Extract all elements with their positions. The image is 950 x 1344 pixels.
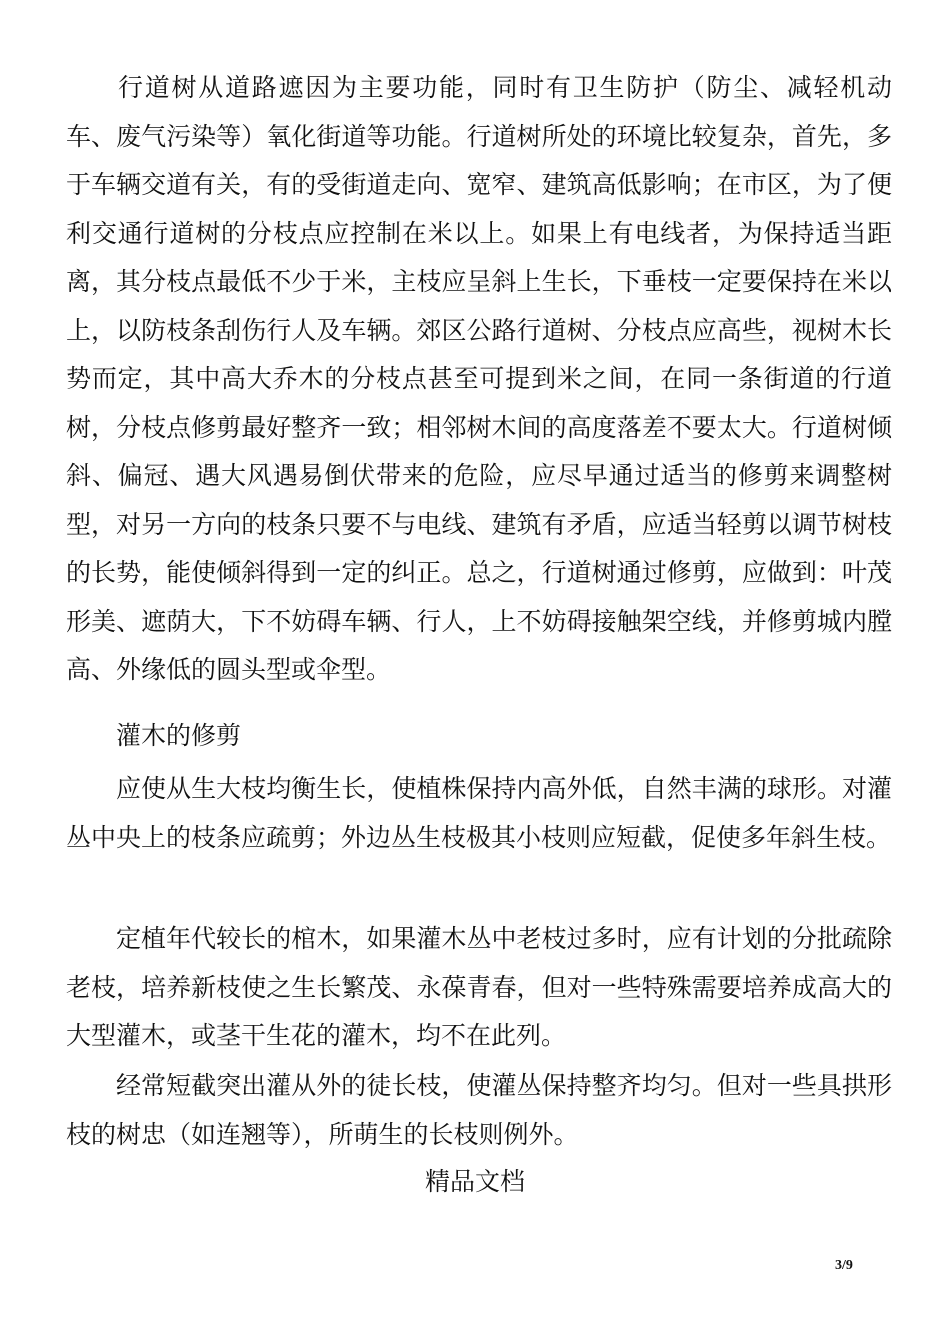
- paragraph-text: 定植年代较长的棺木，如果灌木丛中老枝过多时，应有计划的分批疏除老枝，培养新枝使之生长繁茂、永葆青春，但对一些特殊需要培养成高大的大型灌木，或茎干生花的灌木，均不在此列。: [66, 924, 892, 1050]
- page-number: 3/9: [835, 1258, 853, 1273]
- paragraph-text: 应使从生大枝均衡生长，使植株保持内高外低，自然丰满的球形。对灌丛中央上的枝条应疏剪；外边丛生枝极其小枝则应短截，促使多年斜生枝。: [66, 774, 892, 852]
- paragraph-leggy-branches: [66, 1062, 892, 1159]
- section-heading-shrub-pruning: [66, 712, 892, 761]
- paragraph-old-branches: [66, 915, 892, 1061]
- paragraph-shrub-balance: [66, 765, 892, 862]
- paragraph-street-trees: [66, 64, 892, 695]
- heading-text: 灌木的修剪: [116, 721, 242, 750]
- paragraph-text: 行道树从道路遮因为主要功能，同时有卫生防护（防尘、减轻机动车、废气污染等）氧化街道等功能。行道树所处的环境比较复杂，首先，多于车辆交道有关，有的受街道走向、宽窄、建筑高低影响；在市区，为了便利交通行道树的分枝点应控制在米以上。如果上有电线者，为保持适当距离，其分枝点最低不少于米，主枝应呈斜上生长，下垂枝一定要保持在米以上，以防枝条刮伤行人及车辆。郊区公路行道树、分枝点应高些，视树木长势而定，其中高大乔木的分枝点甚至可提到米之间，在同一条街道的行道树，分枝点修剪最好整齐一致；相邻树木间的高度落差不要太大。行道树倾斜、偏冠、遇大风遇易倒伏带来的危险，应尽早通过适当的修剪来调整树型，对另一方向的枝条只要不与电线、建筑有矛盾，应适当轻剪以调节树枝的长势，能使倾斜得到一定的纠正。总之，行道树通过修剪，应做到：叶茂形美、遮荫大，下不妨碍车辆、行人，上不妨碍接触架空线，并修剪城内膛高、外缘低的圆头型或伞型。: [66, 73, 892, 684]
- paragraph-text: 经常短截突出灌从外的徒长枝，使灌丛保持整齐均匀。但对一些具拱形枝的树忠（如连翘等），所萌生的长枝则例外。: [66, 1071, 892, 1149]
- footer-label: 精品文档: [424, 1167, 525, 1196]
